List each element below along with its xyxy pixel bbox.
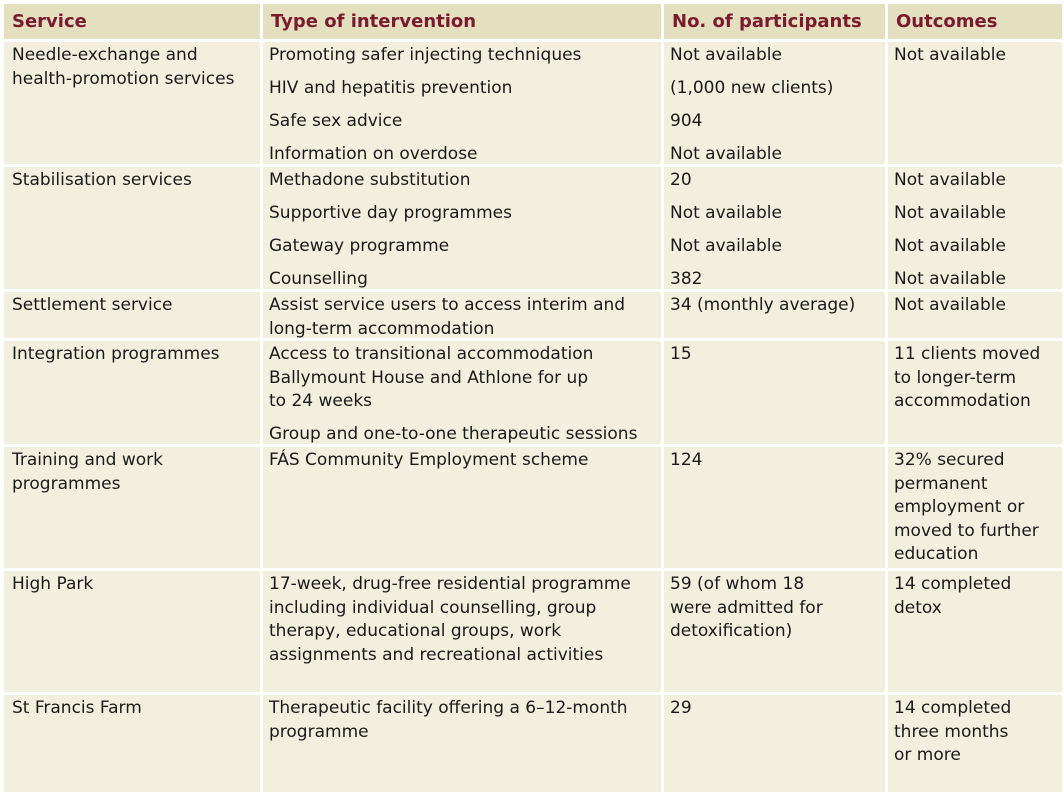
outcome-cell-line: 14 completed	[894, 574, 1012, 594]
header-participants	[664, 4, 885, 39]
intervention-cell	[269, 343, 593, 414]
intervention-cell	[269, 169, 471, 193]
service-cell-line: health-promotion services	[12, 68, 235, 89]
service-cell-line: Settlement service	[12, 295, 173, 315]
participants-cell-line: Not available	[670, 203, 782, 223]
row-divider	[4, 692, 1062, 695]
participants-cell-line: 59 (of whom 18	[670, 574, 805, 594]
outcome-cell-line: employment or	[894, 497, 1025, 517]
participants-cell-line: 20	[670, 170, 692, 190]
outcome-cell-line: accommodation	[894, 391, 1031, 411]
outcome-cell-line: moved to further	[894, 520, 1039, 541]
service-cell	[12, 697, 142, 721]
outcome-cell-line: or more	[894, 745, 961, 765]
intervention-cell-line: Information on overdose	[269, 144, 478, 164]
participants-cell	[670, 44, 782, 68]
header-outcomes-label: Outcomes	[896, 11, 998, 32]
participants-cell-line: were admitted for	[670, 597, 823, 618]
intervention-cell-line: assignments and recreational activities	[269, 644, 604, 665]
intervention-cell-line: 17-week, drug-free residential programme	[269, 574, 631, 594]
service-cell-line: programmes	[12, 473, 121, 494]
participants-cell-line: (1,000 new clients)	[670, 78, 834, 98]
participants-cell-line: Not available	[670, 45, 782, 65]
intervention-cell	[269, 449, 588, 473]
intervention-cell-line: Counselling	[269, 269, 368, 289]
intervention-cell-line: Safe sex advice	[269, 111, 403, 131]
outcome-cell	[894, 235, 1006, 259]
outcome-cell	[894, 697, 1011, 768]
intervention-cell	[269, 143, 478, 167]
services-table	[4, 4, 1062, 792]
intervention-cell-line: Assist service users to access interim and	[269, 295, 626, 315]
intervention-cell	[269, 44, 581, 68]
header-participants-label: No. of participants	[672, 11, 862, 32]
header-intervention-label: Type of intervention	[271, 11, 477, 32]
participants-cell-line: 124	[670, 450, 703, 470]
outcome-cell-line: permanent	[894, 473, 988, 494]
header-outcomes	[888, 4, 1062, 39]
service-cell-line: Integration programmes	[12, 344, 220, 364]
intervention-cell	[269, 268, 368, 292]
intervention-cell-line: Therapeutic facility offering a 6–12-month	[269, 698, 628, 718]
outcome-cell	[894, 202, 1006, 226]
participants-cell	[670, 110, 702, 134]
participants-cell-line: 15	[670, 344, 692, 364]
participants-cell	[670, 573, 823, 644]
participants-cell	[670, 77, 833, 101]
outcome-cell-line: Not available	[894, 269, 1006, 289]
outcome-cell-line: education	[894, 544, 979, 564]
header-service	[4, 4, 260, 39]
row-divider	[4, 568, 1062, 571]
outcome-cell-line: Not available	[894, 236, 1006, 256]
header-intervention	[263, 4, 661, 39]
intervention-cell	[269, 110, 402, 134]
service-cell-line: Needle-exchange and	[12, 45, 198, 65]
outcome-cell	[894, 44, 1006, 68]
service-cell-line: High Park	[12, 574, 94, 594]
service-cell	[12, 343, 220, 367]
service-cell	[12, 44, 234, 91]
participants-cell-line: 382	[670, 269, 703, 289]
intervention-cell-line: Methadone substitution	[269, 170, 471, 190]
participants-cell	[670, 143, 782, 167]
outcome-cell	[894, 294, 1006, 318]
intervention-cell	[269, 294, 625, 341]
participants-cell	[670, 449, 702, 473]
participants-cell-line: 29	[670, 698, 692, 718]
intervention-cell-line: Ballymount House and Athlone for up	[269, 367, 589, 388]
header-service-label: Service	[12, 11, 87, 32]
intervention-cell-line: to 24 weeks	[269, 391, 373, 411]
participants-cell-line: Not available	[670, 236, 782, 256]
intervention-cell-line: programme	[269, 721, 369, 742]
outcome-cell	[894, 343, 1040, 414]
outcome-cell	[894, 573, 1011, 620]
intervention-cell-line: therapy, educational groups, work	[269, 621, 562, 641]
intervention-cell-line: Gateway programme	[269, 236, 450, 256]
intervention-cell-line: Supportive day programmes	[269, 203, 512, 223]
participants-cell	[670, 235, 782, 259]
outcome-cell-line: to longer-term	[894, 367, 1017, 388]
service-cell	[12, 449, 163, 496]
column-divider	[260, 4, 263, 792]
outcome-cell-line: Not available	[894, 45, 1006, 65]
service-cell	[12, 169, 192, 193]
intervention-cell	[269, 423, 637, 447]
header-divider	[4, 39, 1062, 42]
participants-cell-line: detoxification)	[670, 621, 793, 641]
row-divider	[4, 164, 1062, 167]
intervention-cell	[269, 235, 449, 259]
outcome-cell-line: Not available	[894, 170, 1006, 190]
outcome-cell-line: three months	[894, 721, 1009, 742]
outcome-cell	[894, 449, 1039, 567]
column-divider	[885, 4, 888, 792]
column-divider	[661, 4, 664, 792]
participants-cell	[670, 169, 692, 193]
outcome-cell	[894, 169, 1006, 193]
service-cell-line: Training and work	[12, 450, 164, 470]
intervention-cell-line: FÁS Community Employment scheme	[269, 450, 589, 470]
intervention-cell-line: Group and one-to-one therapeutic sessions	[269, 424, 638, 444]
intervention-cell	[269, 77, 512, 101]
participants-cell	[670, 202, 782, 226]
intervention-cell-line: HIV and hepatitis prevention	[269, 78, 513, 98]
outcome-cell-line: Not available	[894, 203, 1006, 223]
outcome-cell-line: 32% secured	[894, 450, 1005, 470]
participants-cell-line: Not available	[670, 144, 782, 164]
outcome-cell-line: detox	[894, 597, 942, 618]
participants-cell	[670, 697, 692, 721]
intervention-cell	[269, 697, 628, 744]
intervention-cell-line: including individual counselling, group	[269, 597, 597, 618]
participants-cell	[670, 294, 855, 318]
intervention-cell-line: Access to transitional accommodation	[269, 344, 594, 364]
outcome-cell-line: Not available	[894, 295, 1006, 315]
intervention-cell-line: Promoting safer injecting techniques	[269, 45, 582, 65]
service-cell-line: St Francis Farm	[12, 698, 142, 718]
service-cell-line: Stabilisation services	[12, 170, 192, 190]
service-cell	[12, 573, 93, 597]
outcome-cell-line: 11 clients moved	[894, 344, 1041, 364]
participants-cell-line: 904	[670, 111, 703, 131]
service-cell	[12, 294, 173, 318]
participants-cell	[670, 343, 692, 367]
intervention-cell-line: long-term accommodation	[269, 318, 495, 339]
outcome-cell	[894, 268, 1006, 292]
participants-cell	[670, 268, 702, 292]
outcome-cell-line: 14 completed	[894, 698, 1012, 718]
intervention-cell	[269, 573, 631, 667]
participants-cell-line: 34 (monthly average)	[670, 295, 856, 315]
intervention-cell	[269, 202, 512, 226]
